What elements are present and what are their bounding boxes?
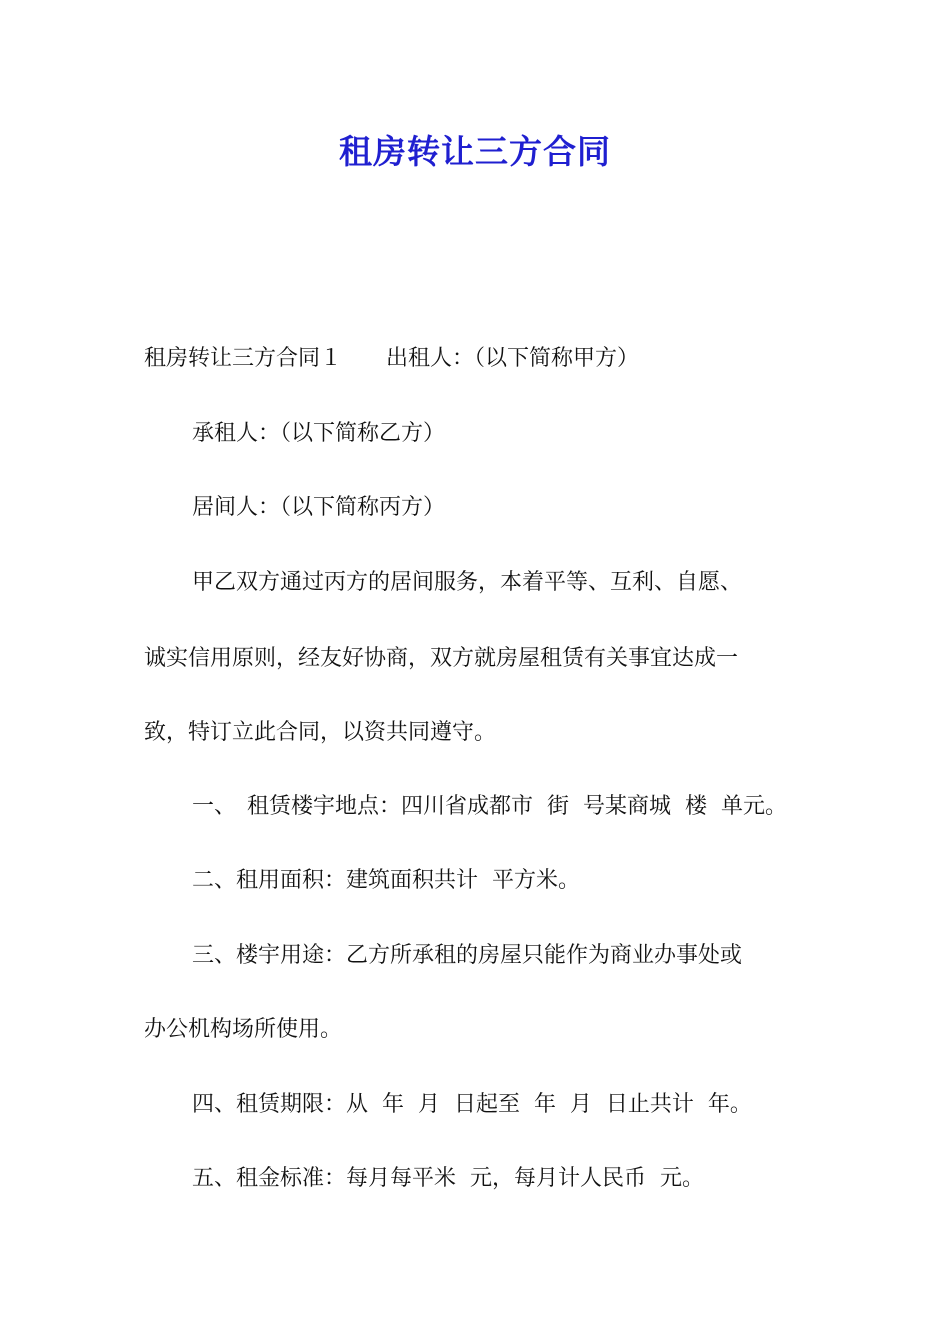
- contract-intro-line: 租房转让三方合同１ 出租人：（以下简称甲方）: [144, 346, 640, 371]
- preamble-line-1: 甲乙双方通过丙方的居间服务，本着平等、互利、自愿、: [192, 570, 743, 595]
- clause-4-term: 四、租赁期限：从 年 月 日起至 年 月 日止共计 年。: [192, 1092, 752, 1117]
- clause-2-area: 二、租用面积：建筑面积共计 平方米。: [192, 868, 580, 893]
- preamble-line-3: 致，特订立此合同，以资共同遵守。: [144, 720, 497, 745]
- clause-3-usage-line-1: 三、楼宇用途：乙方所承租的房屋只能作为商业办事处或: [192, 943, 743, 968]
- document-title: 租房转让三方合同: [339, 132, 611, 171]
- clause-3-usage-line-2: 办公机构场所使用。: [144, 1017, 343, 1042]
- clause-5-rent: 五、租金标准：每月每平米 元，每月计人民币 元。: [192, 1166, 704, 1191]
- tenant-line: 承租人：（以下简称乙方）: [192, 421, 446, 446]
- intermediary-line: 居间人：（以下简称丙方）: [192, 495, 446, 520]
- clause-1-location: 一、 租赁楼宇地点：四川省成都市 街 号某商城 楼 单元。: [192, 794, 787, 819]
- preamble-line-2: 诚实信用原则，经友好协商，双方就房屋租赁有关事宜达成一: [144, 646, 739, 671]
